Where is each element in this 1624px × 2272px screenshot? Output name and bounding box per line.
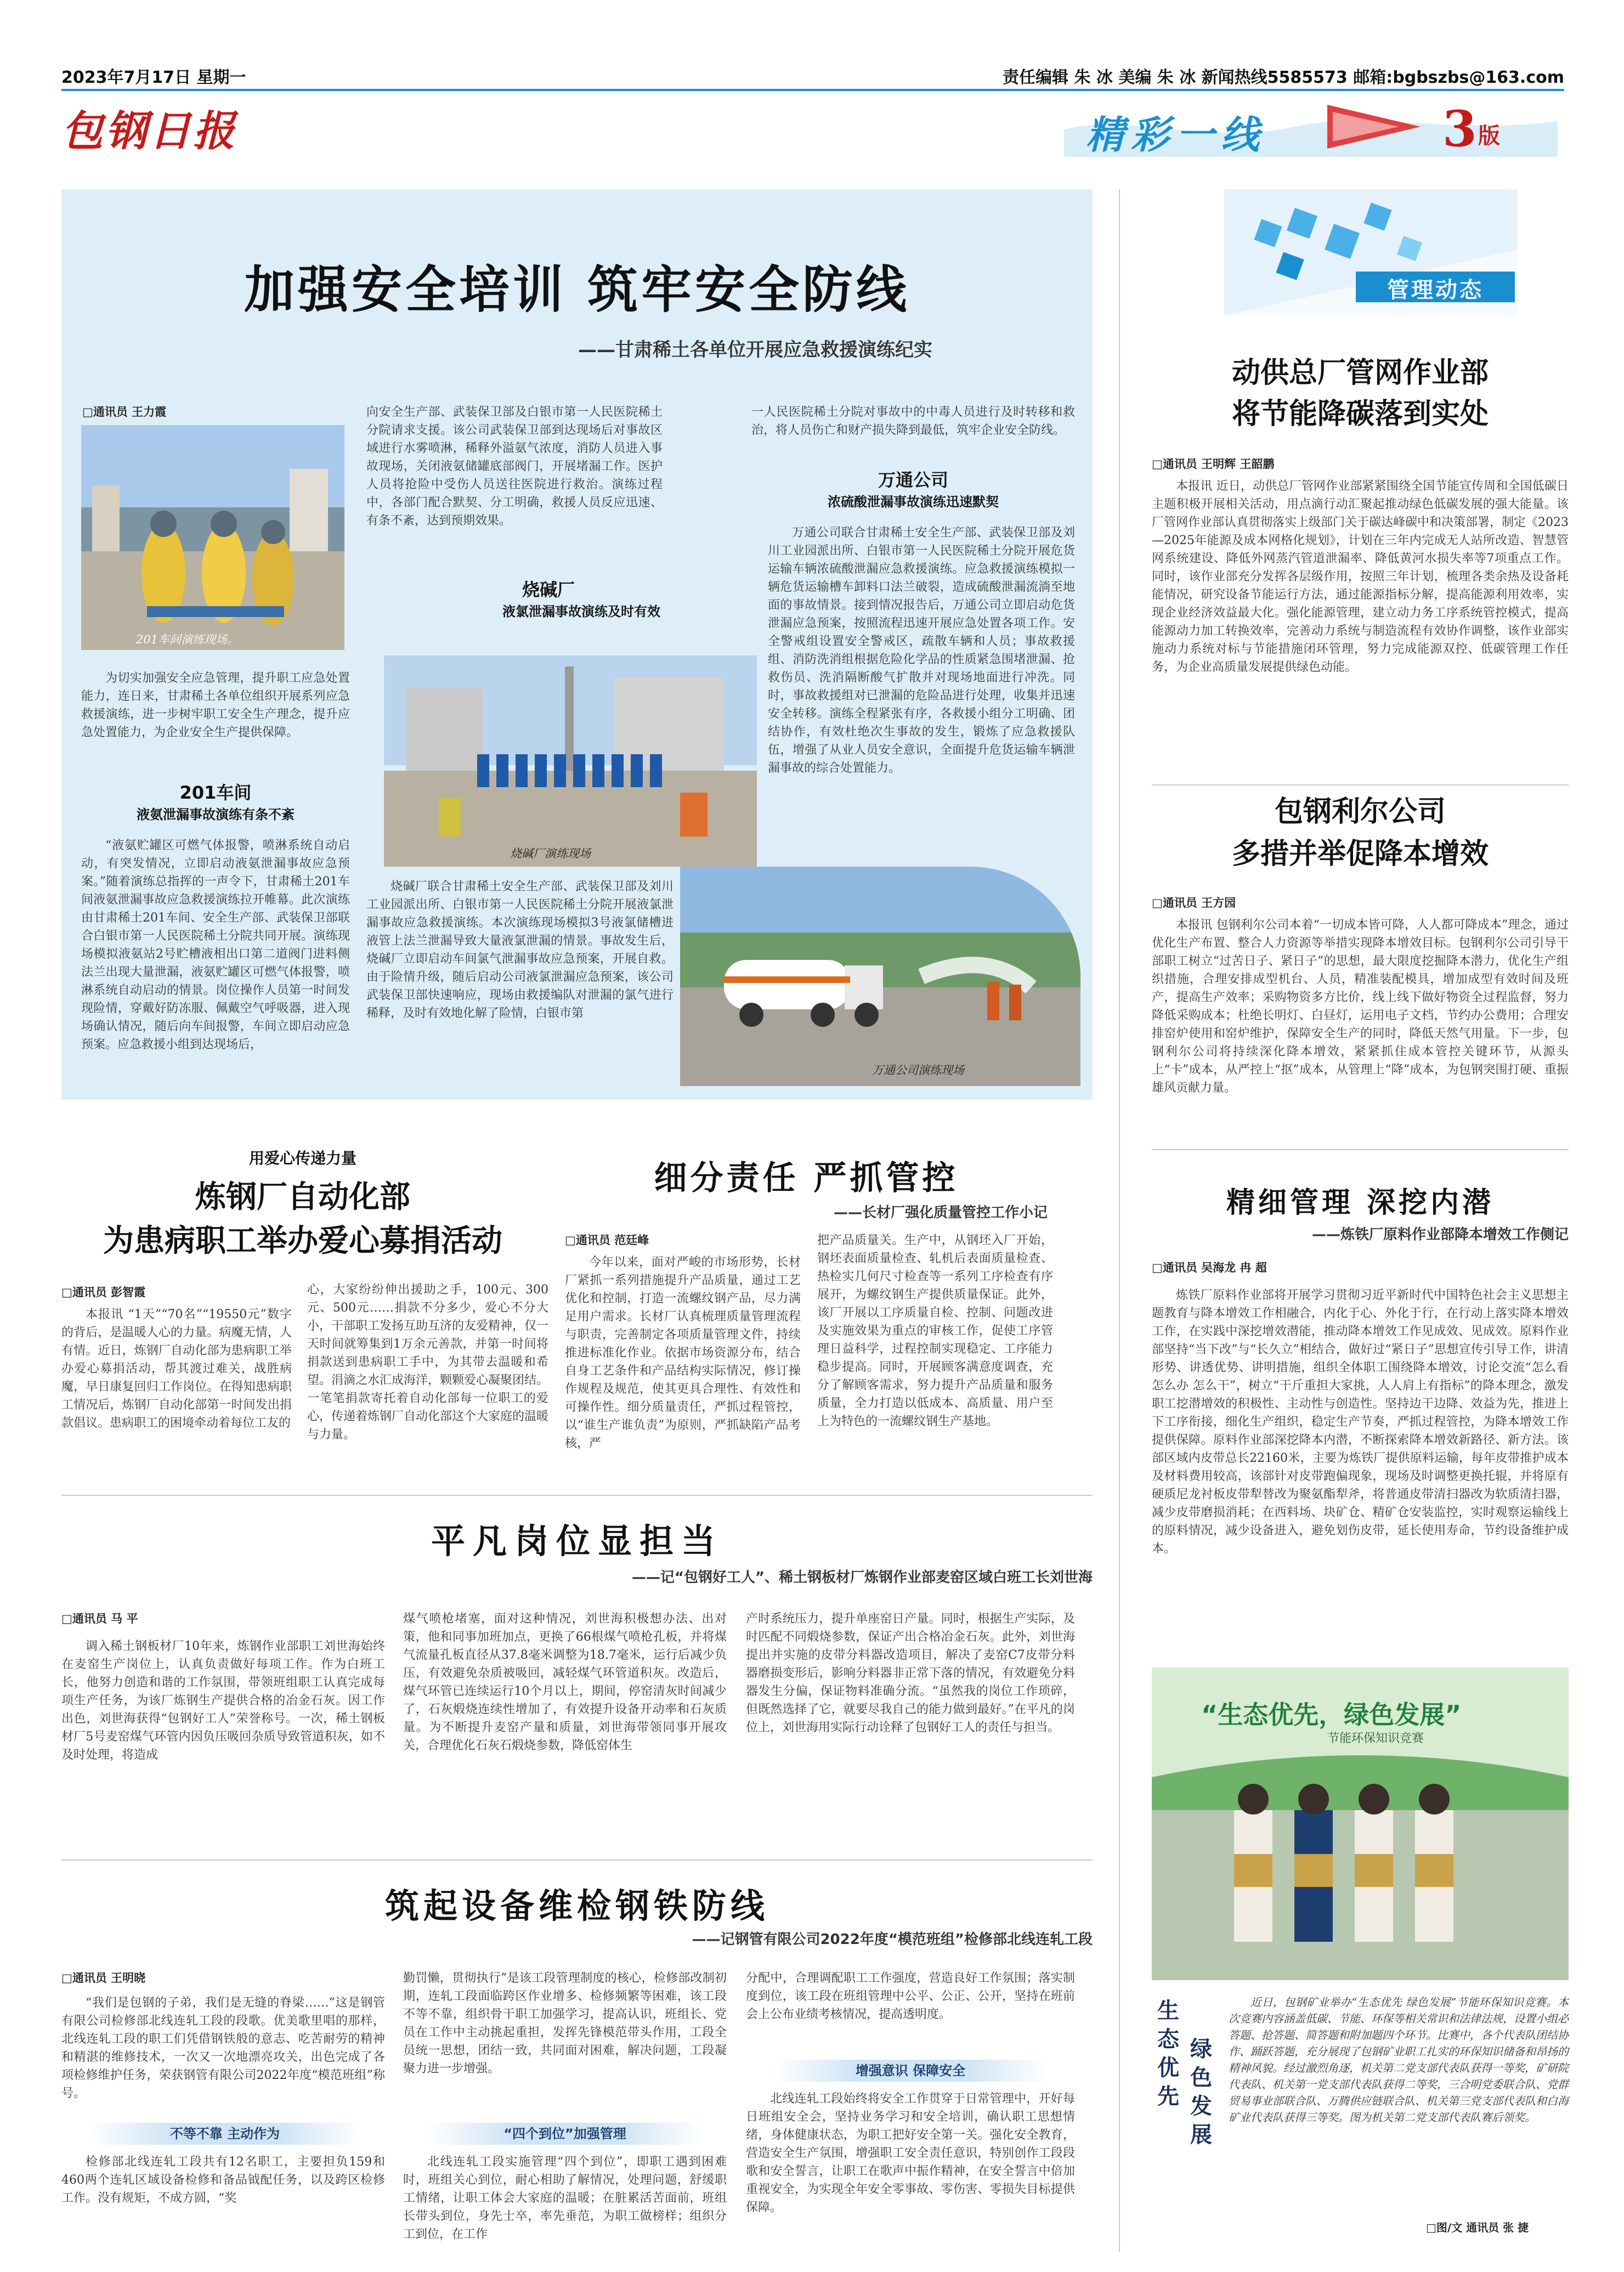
header-rule (61, 89, 1564, 91)
photo-wantong-caption: 万通公司演练现场 (872, 1064, 964, 1077)
r3-subtitle: ——炼铁厂原料作业部降本增效工作侧记 (1311, 1227, 1569, 1243)
b4-subtitle: ——记钢管有限公司2022年度“模范班组”检修部北线连轧工段 (692, 1931, 1093, 1948)
photo-caustic-drill (384, 655, 757, 867)
photo-wantong-drill (680, 867, 1080, 1086)
feature-intro: 为切实加强安全应急管理，提升职工应急处置能力，连日来，甘肃稀土各单位组织开展系列应急救援演练，进一步树牢职工安全生产理念，提升应急处置能力，为企业安全生产提供保障。 (81, 671, 350, 739)
page-unit: 版 (1478, 123, 1500, 149)
b4-tag-1: 不等不靠 主动作为 (88, 2123, 362, 2145)
column-divider (1119, 189, 1120, 2252)
b3-title: 平凡岗位显担当 (431, 1521, 723, 1561)
mgmt-label: 管理动态 (1387, 278, 1484, 303)
b2-subtitle: ——长材厂强化质量管控工作小记 (833, 1205, 1048, 1221)
eco-vertical-title-a: 生态优先 (1157, 1998, 1179, 2109)
b4-body-3b: 北线连轧工段始终将安全工作贯穿于日常管理中，开好每日班组安全会，坚持业务学习和安全培训，确认职工思想情绪，身体健康状态，为职工把好安全第一关。强化安全教育，营造安全生产氛围，增强职工安全责任意识，特别创作工段段歌和安全誓言，让职工在歌声中振作精神，在安全誓言中倍加重视安全，为实现全年安全零事故、零伤害、零损失目标提供保障。 (746, 2092, 1075, 2214)
b3-body-1: 调入稀土钢板材厂10年来，炼钢作业部职工刘世海始终在麦窑生产岗位上，认真负责做好每项工作。作为白班工长，他努力创造和谐的工作氛围，带领班组职工认真完成每项生产任务，为该厂炼钢生产提供合格的冶金石灰。因工作出色，刘世海获得“包钢好工人”荣誉称号。一次，稀土钢板材厂5号麦窑煤气环管内因负压吸回杂质导致管道积灰，如不及时处理，将造成 (61, 1640, 385, 1762)
r2-divider (1152, 1149, 1569, 1150)
divider-b4 (61, 1860, 1093, 1861)
page-number: 3 (1442, 100, 1477, 158)
r3-title: 精细管理 深挖内潜 (1226, 1186, 1495, 1219)
b4-body-1b: 检修部北线连轧工段共有12名职工，主要担负159和460两个连轧区域设备检修和备品钺配任务，以及跨区检修工作。没有规矩，不成方圆，“奖 (61, 2155, 385, 2205)
b4-body-2b: 北线连轧工段实施管理“四个到位”，即职工遇到困难时，班组关心到位，耐心相助了解情况，处理问题，舒缓职工情绪，让职工体会大家庭的温暖；在脏累活苦面前，班组长带头到位，身先士卒，率先垂范，为职工做榜样；组织分工到位，在工作 (403, 2155, 727, 2241)
b1-title-1: 炼钢厂自动化部 (195, 1179, 410, 1215)
r1-body: 本报讯 近日，动供总厂管网作业部紧紧围绕全国节能宣传周和全国低碳日主题积极开展相关活动，用点滴行动汇聚起推动绿色低碳发展的强大能量。该厂管网作业部认真贯彻落实上级部门关于碳达峰碳中和决策部署，制定《2023—2025年能源及成本网格化规划》，计划在三年内完成无人站所改造、智慧管网系统建设、降低外网蒸汽管道泄漏率、降低黄河水损失率等7项重点工作。同时，该作业部充分发挥各层级作用，按照三年计划，梳理各类余热及设备耗能情况，研究设备节能运行方法，通过能源指标分解，提高能源利用效率，实现企业经济效益最大化。强化能源管理，建立动力务工序系统管控模式，提高能源动力加工转换效率，完善动力系统与制造流程有效协作调整，该作业部实施动力系统对标与节能措施闭环管理，努力完成能源双控、低碳管理工作任务，为企业高质量发展提供绿色动能。 (1152, 479, 1569, 674)
col3-body: 一人民医院稀土分院对事故中的中毒人员进行及时转移和救治，将人员伤亡和财产损失降到最低，筑牢企业安全防线。 (751, 405, 1075, 437)
s3-body: 万通公司联合甘肃稀土安全生产部、武装保卫部及刘川工业园派出所、白银市第一人民医院稀土分院开展危货运输车辆浓硫酸泄漏应急救援演练。应急救援演练模拟一辆危货运输槽车卸料口法兰破裂，造成硫酸泄漏流淌至地面的事故情景。接到情况报告后，万通公司立即启动危货泄漏应急预案，按照流程迅速开展应急处置各项工作。安全警戒组设置安全警戒区，疏散车辆和人员；事故救援组、消防洗消组根据危险化学品的性质紧急围堵泄漏、抢救伤员、洗消隔断酸气扩散并对现场地面进行冲洗。同时，事故救援组对已泄漏的危险品进行处理，收集并迅速安全转移。演练全程紧张有序，各救援小组分工明确、团结协作，有效杜绝次生事故的发生，锻炼了应急救援队伍，增强了从业人员安全意识，全面提升危货运输车辆泄漏事故的综合处置能力。 (768, 526, 1075, 775)
b4-tag-2: “四个到位”加强管理 (428, 2123, 702, 2145)
b2-body-1: 今年以来，面对严峻的市场形势，长材厂紧抓一系列措施提升产品质量，通过工艺优化和控制，打造一流螺纹钢产品，尽力满足用户需求。长材厂认真梳理质量管理流程与职责，完善制定各项质量管理文件，持续推进标准化作业。依据市场资源分布，结合自身工艺条件和产品结构实际情况，修订操作规程及规范，使其更具合理性、有效性和可操作性。细分质量责任，严抓过程管控，以“谁生产谁负责”为原则，严抓缺陷产品考核，严 (565, 1256, 801, 1450)
issue-date: 2023年7月17日 星期一 (61, 68, 246, 87)
photo-caustic-drill-image (384, 655, 757, 867)
section-name: 精彩一线 (1086, 112, 1266, 157)
header-bar (61, 61, 1564, 86)
feature-subtitle: ——甘肃稀土各单位开展应急救援演练纪实 (578, 339, 932, 361)
b2-title: 细分责任 严抓管控 (654, 1159, 959, 1197)
photo-201-drill-image (81, 425, 344, 650)
b4-tag-3: 增强意识 保障安全 (773, 2060, 1048, 2082)
r1-title-2: 将节能降碳落到实处 (1231, 398, 1489, 431)
r3-byline: □通讯员 吴海龙 冉 超 (1152, 1261, 1267, 1274)
b1-title-2: 为患病职工举办爱心募捐活动 (103, 1223, 502, 1259)
r1-byline: □通讯员 王明辉 王韶鹏 (1152, 457, 1275, 471)
divider-b3 (61, 1495, 1093, 1496)
editor-info: 责任编辑 朱 冰 美编 朱 冰 新闻热线5585573 邮箱:bgbszbs@163.com (1003, 68, 1564, 87)
col2-body: 向安全生产部、武装保卫部及白银市第一人民医院稀土分院请求支援。该公司武装保卫部到达现场后对事故区域进行水雾喷淋，稀释外溢氨气浓度，消防人员进入事故现场，关闭液氨储罐底部阀门，开展堵漏工作。医护人员将抢险中受伤人员送往医院进行救治。演练过程中，各部门配合默契、分工明确，救援人员反应迅速、有条不紊，达到预期效果。 (366, 405, 663, 528)
eco-banner-small: 节能环保知识竞赛 (1327, 1732, 1424, 1745)
b2-body-2: 把产品质量关。生产中，从钢坯入厂开始，钢坯表面质量检查、轧机后表面质量检查、热检实几何尺寸检查等一系列工序检查有序展开，为螺纹钢生产提供质量保证。此外，该厂开展以工序质量自检、控制、问题改进及实施效果为重点的审核工作，促使工序管理日益科学，过程控制实现稳定、工序能力稳步提高。同时，开展顾客满意度调查，充分了解顾客需求，努力提升产品质量和服务质量，全力打造以低成本、高质量、用户至上为特色的一流螺纹钢生产基地。 (817, 1234, 1053, 1428)
s1-subheading: 液氨泄漏事故演练有条不紊 (137, 807, 295, 822)
s2-body: 烧碱厂联合甘肃稀土安全生产部、武装保卫部及刘川工业园派出所、白银市第一人民医院稀土分院开展液氯泄漏事故应急救援演练。本次演练现场模拟3号液氯储槽进液管上法兰泄漏导致大量液氯泄漏的情景。事故发生后，烧碱厂立即启动车间氯气泄漏事故应急预案，开展自救。由于险情升级，随后启动公司液氯泄漏应急预案，该公司武装保卫部快速响应，现场由救援编队对泄漏的氯气进行稀释，及时有效地化解了险情，白银市第 (366, 880, 674, 1020)
b1-body-2: 心，大家纷纷伸出援助之手，100元、300元、500元……捐款不分多少，爱心不分大小，干部职工发扬互助互济的友爱精神，仅一天时间就筹集到1万余元善款，并第一时间将捐款送到患病职工手中，为其带去温暖和希望。涓滴之水汇成海洋，颗颗爱心凝聚团结。一笔笔捐款寄托着自动化部每一位职工的爱心，传递着炼钢厂自动化部这个大家庭的温暖与力量。 (307, 1283, 548, 1442)
eco-banner-text: “生态优先，绿色发展” (1201, 1700, 1462, 1730)
photo-wantong-drill-image (680, 867, 1080, 1086)
section-banner (1064, 97, 1558, 157)
r2-title-2: 多措并举促降本增效 (1231, 838, 1489, 871)
photo-caustic-caption: 烧碱厂演练现场 (510, 847, 591, 860)
r2-body: 本报讯 包钢利尔公司本着“一切成本皆可降，人人都可降成本”理念，通过优化生产布置、整合人力资源等举措实现降本增效目标。包钢利尔公司引导干部职工树立“过苦日子、紧日子”的思想，最大限度挖掘降本潜力，优化生产组织措施，合理安排成型机台、人员，精准装配模具，增加成型有效时间及班产，提高生产效率；采购物资多方比价，线上线下做好物资全过程监督，努力降低采购成本；杜绝长明灯、白昼灯，运用电子文档，节约办公费用；合理安排窑炉使用和窑炉维护，保障安全生产的同时，降低天然气用量。下一步，包钢利尔公司将持续深化降本增效，紧紧抓住成本管控关键环节，从源头上“卡”成本，从严控上“抠”成本，从管理上“降”成本，为包钢突围打硬、重振雄风贡献力量。 (1152, 918, 1569, 1095)
feature-title: 加强安全培训 筑牢安全防线 (244, 261, 910, 319)
b1-kicker: 用爱心传递力量 (248, 1149, 357, 1167)
photo-201-caption: 201车间演练现场。 (136, 633, 239, 646)
b4-body-2: 勤罚懒，贯彻执行”是该工段管理制度的核心，检修部改制初期，连轧工段面临跨区作业增多、检修频繁等困难，该工段不等不靠，组织骨干职工加强学习，提高认识，班组长、党员在工作中主动挑起重担，发挥先锋模范带头作用，工段全员统一思想，团结一致，共同面对困难，解决问题，工段凝聚力进一步增强。 (403, 1971, 727, 2076)
b3-body-2: 煤气喷枪堵塞，面对这种情况，刘世海积极想办法、出对策，他和同事加班加点，更换了66根煤气喷枪孔板，并将煤气流量孔板直径从37.8毫米调整为18.7毫米，运行后减少负压，有效避免杂质被吸回，减轻煤气环管道积灰。改造后，煤气环管已连续运行10个月以上，期间，停窑清灰时间减少了，石灰煅烧连续性增加了，有效提升设备开动率和石灰质量。为不断提升麦窑产量和质量，刘世海带领同事开展攻关，合理优化石灰石煅烧参数，降低窑体生 (403, 1612, 727, 1753)
b4-byline: □通讯员 王明晓 (61, 1971, 146, 1985)
newspaper-logo: 包钢日报 (61, 106, 237, 155)
s2-subheading: 液氯泄漏事故演练及时有效 (502, 604, 660, 619)
r3-body: 炼铁厂原料作业部将开展学习贯彻习近平新时代中国特色社会主义思想主题教育与降本增效工作相融合，内化于心、外化于行，在行动上落实降本增效工作，在实践中深挖增效潜能，推动降本增效工作见成效、见成效。原料作业部坚持“当下改”与“长久立”相结合，做好过“紧日子”思想宣传引导工作，讲清形势、讲透优势、讲明措施，组织全体职工围绕降本增效，讨论交流“怎么看 怎么办 怎么干”，树立“干斤重担大家挑，人人肩上有指标”的降本理念，激发职工挖潜增效的积极性、主动性与创造性。坚持边干边降、效益为先，推进上下工序衔接，细化生产组织，稳定生产节奏，严抓过程管控，为降本增效工作提供保障。原料作业部深挖降本内潜，不断探索降本增效新路径、新方法。该部区域内皮带总长22160米，主要为炼铁厂提供原料运输，每年皮带推护成本及材料费用较高，该部针对皮带跑偏现象，现场及时调整更换托辊，并将原有硬质尼龙衬板皮带犁替改为聚氨酯犁斧，将普通皮带清扫器改为软质清扫器，减少皮带磨损消耗；在西料场、块矿仓、精矿仓安装监控，实时观察运输线上的原料情况，减少设备进入，避免划伤皮带，延长使用寿命，节约设备维护成本。 (1152, 1288, 1569, 1556)
b1-byline: □通讯员 彭智霞 (61, 1286, 146, 1299)
eco-credit: □图/文 通讯员 张 捷 (1426, 2221, 1529, 2234)
b4-body-1: “我们是包钢的子弟，我们是无缝的脊梁……”这是钢管有限公司检修部北线连轧工段的段歌。优美歌里唱的那样，北线连轧工段的职工们凭借钢铁般的意志、吃苦耐劳的精神和精湛的维修技术，一次又一次地漂亮攻关，出色完成了各项检修维护任务，荣获钢管有限公司2022年度“模范班组”称号。 (61, 1996, 385, 2100)
r2-title-1: 包钢利尔公司 (1274, 795, 1446, 828)
b4-title: 筑起设备维检钢铁防线 (384, 1886, 769, 1926)
r2-byline: □通讯员 王方园 (1152, 896, 1236, 909)
r1-divider (1152, 784, 1569, 785)
photo-eco-award (1152, 1668, 1569, 1980)
s3-subheading: 浓硫酸泄漏事故演练迅速默契 (828, 494, 999, 510)
s3-heading: 万通公司 (878, 470, 948, 490)
s1-body: “液氨贮罐区可燃气体报警，喷淋系统自动启动，有突发情况，立即启动液氨泄漏事故应急预案。”随着演练总指挥的一声令下，甘肃稀土201车间液氨泄漏事故应急救援演练拉开帷幕。此次演练由甘肃稀土201车间、安全生产部、武装保卫部联合白银市第一人民医院稀土分院共同开展。演练现场模拟液氨站2号贮槽液相出口第二道阀门进料侧法兰出现大量泄漏，液氨贮罐区可燃气体报警，喷淋系统自动启动的情景。岗位操作人员第一时间发现险情，穿戴好防冻服、佩戴空气呼吸器，进入现场确认情况，随后向车间报警，车间立即启动应急预案。应急救援小组到达现场后， (81, 839, 350, 1052)
s1-heading: 201车间 (179, 782, 252, 803)
eco-vertical-title-b: 绿色发展 (1190, 2036, 1212, 2147)
s2-heading: 烧碱厂 (522, 579, 575, 600)
b4-body-3: 分配中，合理调配职工工作强度，营造良好工作氛围；落实制度到位，该工段在班组管理中公平、公正、公开，坚持在班前会上公布业绩考核情况，提高透明度。 (746, 1971, 1075, 2021)
feature-byline: □通讯员 王力霞 (82, 405, 167, 419)
mgmt-banner (1224, 189, 1518, 315)
b1-body-1: 本报讯 “1天”“70名”“19550元”数字的背后，是温暖人心的力量。病魔无情，人有情。近日，炼钢厂自动化部为患病职工举办爱心募捐活动，帮其渡过难关，战胜病魔，早日康复回归工作岗位。在得知患病职工情况后，炼钢厂自动化部第一时间发出捐款倡议。患病职工的困境牵动着每位工友的 (61, 1308, 292, 1430)
r1-title-1: 动供总厂管网作业部 (1231, 357, 1489, 389)
b3-byline: □通讯员 马 平 (61, 1612, 138, 1625)
eco-body: 近日，包钢矿业举办“生态优先 绿色发展”节能环保知识竞赛。本次竞赛内容涵盖低碳、节能、环保等相关常识和法律法规，设置小组必答题、抢答题、简答题和附加题四个环节。比赛中，各个代表队团结协作、踊跃答题，充分展现了包钢矿业职工扎实的环保知识储备和昂扬的精神风貌。经过激烈角逐，机关第二党支部代表队获得一等奖，矿研院代表队、机关第一党支部代表队获得二等奖，三合明党委联合队、党群贸易事业部联合队、万腾供应链联合队、机关第三党支部代表队和白海矿业代表队获得三等奖。图为机关第二党支部代表队赛后领奖。 (1229, 1996, 1569, 2124)
b3-body-3: 产时系统压力，提升单座窑日产量。同时，根据生产实际，及时匹配不同煅烧参数，保证产出合格冶金石灰。此外，刘世海提出并实施的皮带分料器改造项目，解决了麦窑C7皮带分料器磨损变形后，影响分料器非正常下落的情况，有效避免分料器发生分偏，保证物料准确分流。“虽然我的岗位工作琐碎，但既然选择了它，就要尽我自己的能力做到最好。”在平凡的岗位上，刘世海用实际行动诠释了包钢好工人的责任与担当。 (746, 1612, 1075, 1734)
photo-201-drill (81, 425, 344, 650)
b3-subtitle: ——记“包钢好工人”、稀土钢板材厂炼钢作业部麦窑区域白班工长刘世海 (631, 1569, 1093, 1586)
b2-byline: □通讯员 范廷峰 (565, 1234, 649, 1247)
